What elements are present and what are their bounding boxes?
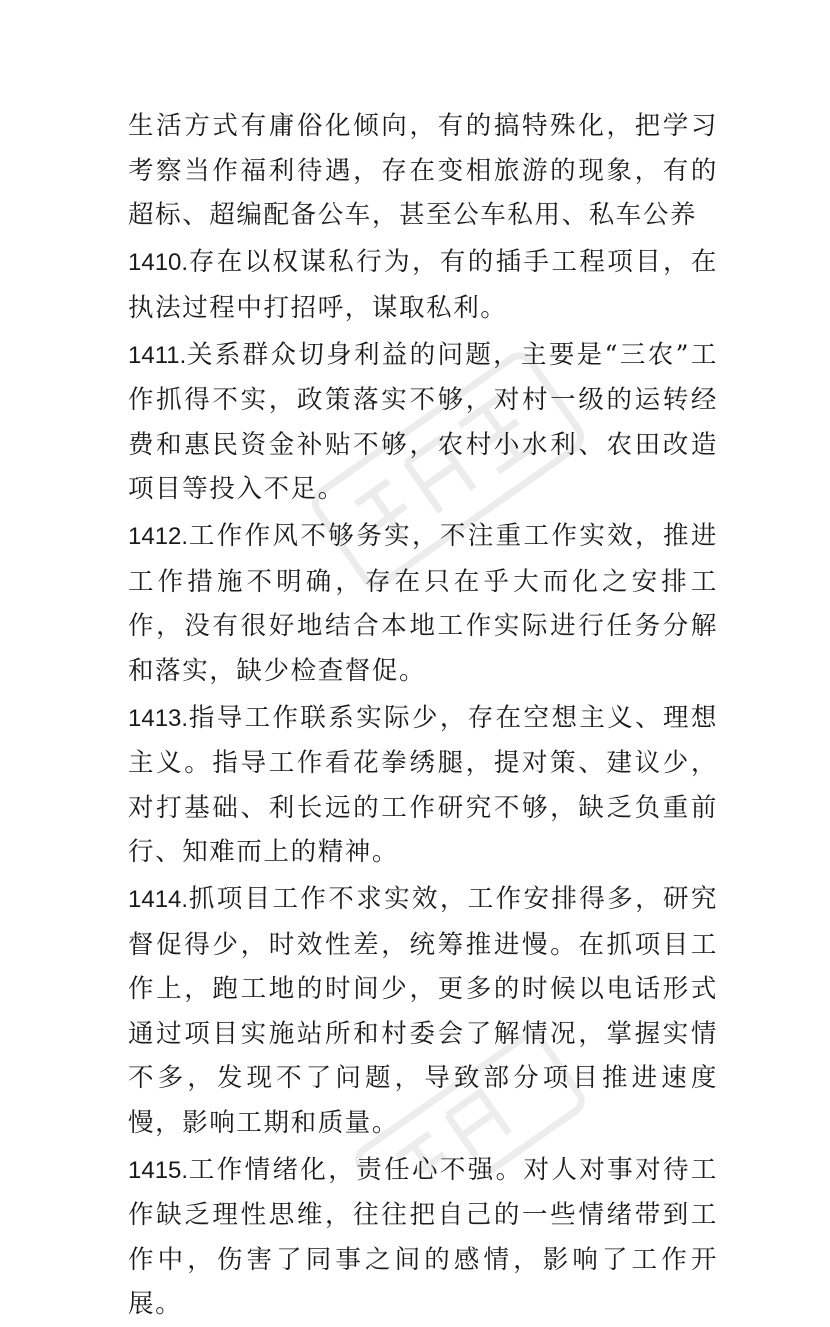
item-number: 1413. <box>128 704 189 732</box>
paragraph-item-1414 <box>128 877 718 1145</box>
paragraph-text: 工作作风不够务实，不注重工作实效，推进工作措施不明确，存在只在乎大而化之安排工作，没有很好地结合本地工作实际进行任务分解和落实，缺少检查督促。 <box>128 521 718 686</box>
paragraph-text: 存在以权谋私行为，有的插手工程项目，在执法过程中打招呼，谋取私利。 <box>128 247 718 323</box>
item-number: 1410. <box>128 249 189 276</box>
paragraph-item-1412 <box>128 514 718 693</box>
document-body <box>128 104 718 1327</box>
paragraph-text: 指导工作联系实际少，存在空想主义、理想主义。指导工作看花拳绣腿，提对策、建议少，对打基础、利长远的工作研究不够，缺乏负重前行、知难而上的精神。 <box>128 702 718 867</box>
item-number: 1414. <box>128 886 189 913</box>
paragraph-item-1415 <box>128 1148 718 1327</box>
paragraph-text: 抓项目工作不求实效，工作安排得多，研究督促得少，时效性差，统筹推进慢。在抓项目工作上，跑工地的时间少，更多的时候以电话形式通过项目实施站所和村委会了解情况，掌握实情不多，发现不了问题，导致部分项目推进速度慢，影响工期和质量。 <box>128 884 718 1138</box>
item-number: 1415. <box>128 1156 189 1184</box>
paragraph-continuation <box>128 104 718 238</box>
item-number: 1412. <box>128 523 189 550</box>
paragraph-item-1413 <box>128 696 718 875</box>
paragraph-text: 关系群众切身利益的问题，主要是“三农”工作抓得不实，政策落实不够，对村一级的运转经费和惠民资金补贴不够，农村小水利、农田改造项目等投入不足。 <box>128 339 718 504</box>
paragraph-item-1410 <box>128 240 718 330</box>
item-number: 1411. <box>128 341 187 369</box>
paragraph-text: 工作情绪化，责任心不强。对人对事对待工作缺乏理性思维，往往把自己的一些情绪带到工作中，伤害了同事之间的感情，影响了工作开展。 <box>128 1154 718 1319</box>
paragraph-text: 生活方式有庸俗化倾向，有的搞特殊化，把学习考察当作福利待遇，存在变相旅游的现象，有的超标、超编配备公车，甚至公车私用、私车公养 <box>128 111 718 230</box>
paragraph-item-1411 <box>128 333 718 512</box>
